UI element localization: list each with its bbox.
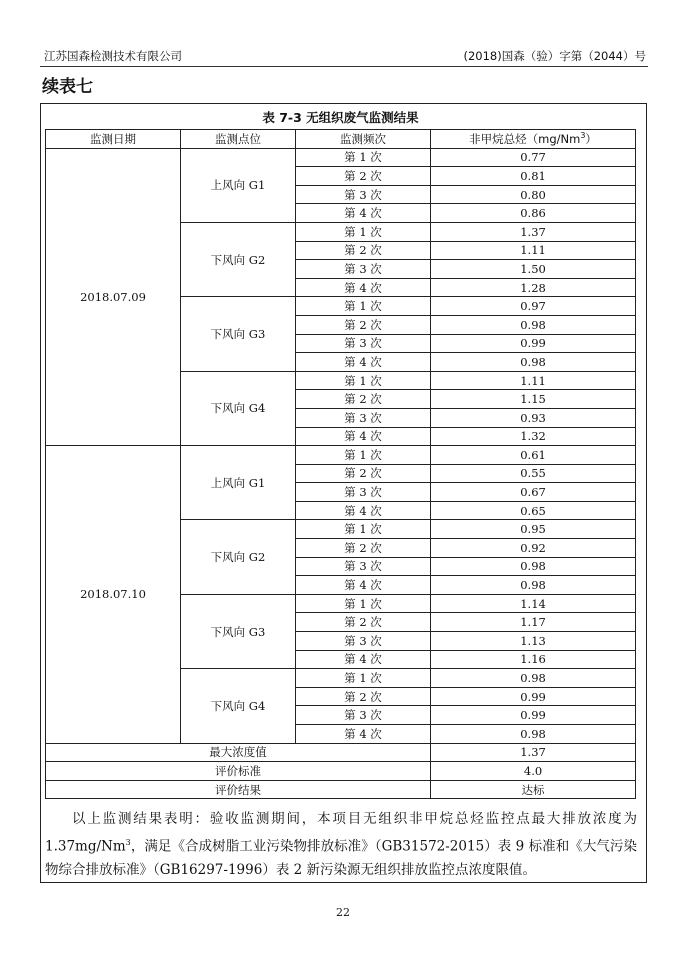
frequency-cell: 第 2 次 <box>296 539 431 558</box>
point-cell: 上风向 G1 <box>181 446 296 520</box>
frequency-cell: 第 1 次 <box>296 148 431 167</box>
value-cell: 1.14 <box>431 594 636 613</box>
summary-label: 评价标准 <box>46 762 431 781</box>
point-cell: 下风向 G3 <box>181 297 296 371</box>
frequency-cell: 第 1 次 <box>296 594 431 613</box>
summary-label: 最大浓度值 <box>46 743 431 762</box>
frequency-cell: 第 4 次 <box>296 353 431 372</box>
point-cell: 下风向 G2 <box>181 222 296 296</box>
frequency-cell: 第 1 次 <box>296 297 431 316</box>
table-body <box>46 148 636 799</box>
value-cell: 0.98 <box>431 576 636 595</box>
value-cell: 0.99 <box>431 706 636 725</box>
frequency-cell: 第 3 次 <box>296 706 431 725</box>
frequency-cell: 第 1 次 <box>296 446 431 465</box>
col-header-date: 监测日期 <box>46 130 181 149</box>
frequency-cell: 第 4 次 <box>296 278 431 297</box>
value-cell: 1.28 <box>431 278 636 297</box>
conclusion-part1: 以上监测结果表明：验收监测期间，本项目无组织非甲烷总烃监控点最大排放浓度为 1.37mg/Nm <box>45 811 637 855</box>
page-number: 22 <box>336 906 350 919</box>
frequency-cell: 第 3 次 <box>296 632 431 651</box>
table-row <box>46 148 636 167</box>
section-title: 续表七 <box>42 77 93 97</box>
value-cell: 1.11 <box>431 371 636 390</box>
value-cell: 0.81 <box>431 167 636 186</box>
summary-row <box>46 780 636 799</box>
point-cell: 下风向 G3 <box>181 594 296 668</box>
summary-value: 4.0 <box>431 762 636 781</box>
table-title: 表 7-3 无组织废气监测结果 <box>46 105 636 130</box>
frequency-cell: 第 3 次 <box>296 408 431 427</box>
frequency-cell: 第 4 次 <box>296 725 431 744</box>
frequency-cell: 第 2 次 <box>296 315 431 334</box>
conclusion-part2: ，满足《合成树脂工业污染物排放标准》（GB31572-2015）表 9 标准和《大气污染物综合排放标准》（GB16297-1996）表 2 新污染源无组织排放监控点浓度限值。 <box>45 838 637 878</box>
frequency-cell: 第 1 次 <box>296 371 431 390</box>
header-divider <box>40 66 648 67</box>
monitoring-table <box>45 105 636 799</box>
point-cell: 下风向 G2 <box>181 520 296 594</box>
frequency-cell: 第 1 次 <box>296 520 431 539</box>
value-cell: 0.93 <box>431 408 636 427</box>
summary-label: 评价结果 <box>46 780 431 799</box>
value-cell: 0.98 <box>431 669 636 688</box>
col-header-value-prefix: 非甲烷总烃（mg/Nm <box>469 131 581 146</box>
date-cell: 2018.07.10 <box>46 446 181 744</box>
value-cell: 0.98 <box>431 725 636 744</box>
frequency-cell: 第 4 次 <box>296 427 431 446</box>
value-cell: 0.97 <box>431 297 636 316</box>
value-cell: 0.67 <box>431 483 636 502</box>
value-cell: 0.99 <box>431 687 636 706</box>
frequency-cell: 第 4 次 <box>296 576 431 595</box>
value-cell: 1.50 <box>431 260 636 279</box>
value-cell: 0.55 <box>431 464 636 483</box>
value-cell: 0.99 <box>431 334 636 353</box>
col-header-point: 监测点位 <box>181 130 296 149</box>
frequency-cell: 第 4 次 <box>296 650 431 669</box>
value-cell: 0.80 <box>431 185 636 204</box>
frequency-cell: 第 1 次 <box>296 669 431 688</box>
frequency-cell: 第 2 次 <box>296 687 431 706</box>
frequency-cell: 第 3 次 <box>296 557 431 576</box>
frequency-cell: 第 3 次 <box>296 185 431 204</box>
date-cell: 2018.07.09 <box>46 148 181 446</box>
value-cell: 1.15 <box>431 390 636 409</box>
frequency-cell: 第 1 次 <box>296 222 431 241</box>
frequency-cell: 第 2 次 <box>296 241 431 260</box>
col-header-value-suffix: ） <box>585 131 597 146</box>
frequency-cell: 第 3 次 <box>296 260 431 279</box>
point-cell: 下风向 G4 <box>181 669 296 743</box>
frequency-cell: 第 3 次 <box>296 483 431 502</box>
value-cell: 0.77 <box>431 148 636 167</box>
frequency-cell: 第 2 次 <box>296 167 431 186</box>
point-cell: 下风向 G4 <box>181 371 296 445</box>
value-cell: 0.65 <box>431 501 636 520</box>
value-cell: 1.32 <box>431 427 636 446</box>
value-cell: 1.13 <box>431 632 636 651</box>
value-cell: 0.98 <box>431 557 636 576</box>
summary-value: 1.37 <box>431 743 636 762</box>
value-cell: 1.16 <box>431 650 636 669</box>
frequency-cell: 第 3 次 <box>296 334 431 353</box>
summary-row <box>46 743 636 762</box>
value-cell: 0.92 <box>431 539 636 558</box>
value-cell: 1.17 <box>431 613 636 632</box>
summary-row <box>46 762 636 781</box>
header-doc-number: (2018)国森（验）字第（2044）号 <box>463 49 646 63</box>
conclusion-sup: 3 <box>125 838 131 847</box>
point-cell: 上风向 G1 <box>181 148 296 222</box>
col-header-value-sup: 3 <box>580 130 586 140</box>
frequency-cell: 第 4 次 <box>296 204 431 223</box>
col-header-value <box>431 130 636 149</box>
frequency-cell: 第 2 次 <box>296 613 431 632</box>
value-cell: 0.86 <box>431 204 636 223</box>
frequency-cell: 第 2 次 <box>296 390 431 409</box>
frequency-cell: 第 2 次 <box>296 464 431 483</box>
value-cell: 0.61 <box>431 446 636 465</box>
conclusion-paragraph <box>45 808 637 882</box>
value-cell: 0.98 <box>431 315 636 334</box>
table-row <box>46 446 636 465</box>
value-cell: 1.37 <box>431 222 636 241</box>
value-cell: 0.95 <box>431 520 636 539</box>
summary-value: 达标 <box>431 780 636 799</box>
value-cell: 1.11 <box>431 241 636 260</box>
header-company: 江苏国森检测技术有限公司 <box>44 49 182 63</box>
col-header-frequency: 监测频次 <box>296 130 431 149</box>
frequency-cell: 第 4 次 <box>296 501 431 520</box>
value-cell: 0.98 <box>431 353 636 372</box>
